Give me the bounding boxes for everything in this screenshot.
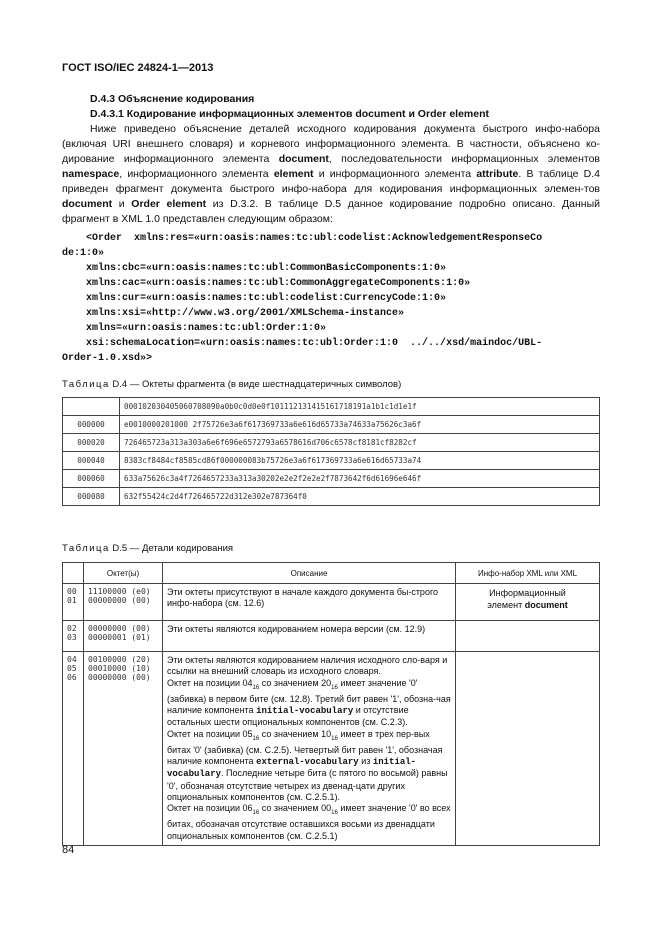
table-cell: 000040 xyxy=(63,452,120,470)
table-cell xyxy=(456,621,600,652)
table-header: Инфо-набор XML или XML xyxy=(456,563,600,584)
code-line: xsi:schemaLocation=«urn:oasis:names:tc:ubl:Order:1:0 ../../xsd/maindoc/UBL- xyxy=(62,338,543,349)
document-header: ГОСТ ISO/IEC 24824-1—2013 xyxy=(62,62,214,74)
table-row xyxy=(63,434,600,452)
table-cell: 00000000 (00) 00000001 (01) xyxy=(84,621,163,652)
table-cell: Информационный элемент document xyxy=(456,584,600,621)
table-row xyxy=(63,652,600,846)
code-line: xmlns:cbc=«urn:oasis:names:tc:ubl:CommonBasicComponents:1:0» xyxy=(62,263,447,274)
table-header: Описание xyxy=(163,563,456,584)
table-row xyxy=(63,621,600,652)
table-cell: Эти октеты являются кодированием наличия исходного сло-варя и ссылки на внешний словарь из исходного словаря. Октет на позиции $04_{16}$ со значением $20_{16}$ имеет значение '0' (забивка) в первом бите (см. 12.8). Третий бит равен '1', обозна-чая наличие компонента initial-vocabulary и отсутствие остальных шести опциональных компонентов (см. С.2.3). Октет на позиции $05_{16}$ со значением $10_{16}$ имеет в трех пер-вых битах '0' (забивка) (см. С.2.5). Четвертый бит равен '1', обозначая наличие компонента external-vocabulary из initial-vocabulary. Последние четыре бита (с пятого по восьмой) равны '0', обозначая отсутствие четырех из двенад-цати других опциональных компонентов (см. С.2.5.1). Октет на позиции $06_{16}$ со значением $00_{16}$ имеет значение '0' во всех битах, обозначая отсутствие оставшихся восьми из двенадцати опциональных компонентов (см. С.2.5.1) xyxy=(163,652,456,846)
table-cell: 02 03 xyxy=(63,621,84,652)
table-cell: 000060 xyxy=(63,470,120,488)
table-cell xyxy=(456,652,600,846)
table-octets xyxy=(62,397,600,506)
table-cell: Эти октеты являются кодированием номера версии (см. 12.9) xyxy=(163,621,456,652)
table-header xyxy=(63,563,84,584)
table-row xyxy=(63,416,600,434)
code-line: xmlns=«urn:oasis:names:tc:ubl:Order:1:0» xyxy=(62,323,327,334)
table-row xyxy=(63,584,600,621)
table-cell: 000020 xyxy=(63,434,120,452)
table-cell: 633a75626c3a4f7264657233a313a30202e2e2f2e2e2f7873642f6d61696e646f xyxy=(120,470,600,488)
table-cell: 726465723a313a303a6e6f696e6572793a6578616d706c6578cf8181cf8282cf xyxy=(120,434,600,452)
table-row xyxy=(63,452,600,470)
table-cell: e0010000201000 2f75726e3a6f617369733a6e616d65733a74633a75626c3a6f xyxy=(120,416,600,434)
code-line: xmlns:cac=«urn:oasis:names:tc:ubl:CommonAggregateComponents:1:0» xyxy=(62,278,471,289)
table5-caption: Таблица D.5 — Детали кодирования xyxy=(62,543,234,554)
page-number: 84 xyxy=(62,844,75,856)
table-row xyxy=(63,488,600,506)
code-line: de:1:0» xyxy=(62,248,105,259)
xml-code-block xyxy=(62,231,607,366)
code-line: xmlns:xsi=«http://www.w3.org/2001/XMLSchema-instance» xyxy=(62,308,405,319)
table-cell: 000000 xyxy=(63,416,120,434)
section-heading: D.4.3 Объяснение кодирования xyxy=(90,93,255,105)
code-line: xmlns:cur=«urn:oasis:names:tc:ubl:codelist:CurrencyCode:1:0» xyxy=(62,293,447,304)
table-cell: 00 01 xyxy=(63,584,84,621)
subsection-heading: D.4.3.1 Кодирование информационных элементов document и Order element xyxy=(90,108,490,120)
table-header-row xyxy=(63,563,600,584)
table-cell: 04 05 06 xyxy=(63,652,84,846)
table-row xyxy=(63,470,600,488)
table-cell: 632f55424c2d4f726465722d312e302e787364f0 xyxy=(120,488,600,506)
table-header-row xyxy=(63,398,600,416)
table-encoding-details xyxy=(62,562,600,846)
code-line: <Order xmlns:res=«urn:oasis:names:tc:ubl:codelist:AcknowledgementResponseCo xyxy=(62,233,543,244)
table-header: 000102030405060708090a0b0c0d0e0f101112131415161718191a1b1c1d1e1f xyxy=(120,398,600,416)
table-cell: Эти октеты присутствуют в начале каждого документа бы-строго инфо-набора (см. 12.6) xyxy=(163,584,456,621)
table-cell xyxy=(63,398,120,416)
code-line: Order-1.0.xsd»> xyxy=(62,353,153,364)
body-paragraph: Ниже приведено объяснение деталей исходного кодирования документа быстрого инфо-набора (включая URI внешнего словаря) и корневого информационного элемента. В частности, объяснено ко-дирование информационного элемента document, последовательности информационных элементов namespace, информационного элемента element и информационного элемента attribute. В таблице D.4 приведен фрагмент документа быстрого инфо-набора для кодирования информационных элемен-тов document и Order element из D.3.2. В таблице D.5 данное кодирование подробно описано. Данный фрагмент в XML 1.0 представлен следующим образом: xyxy=(62,123,601,225)
table-cell: 000080 xyxy=(63,488,120,506)
table-header: Октет(ы) xyxy=(84,563,163,584)
table-cell: 00100000 (20) 00010000 (10) 00000000 (00) xyxy=(84,652,163,846)
table-cell: 11100000 (e0) 00000000 (00) xyxy=(84,584,163,621)
table4-caption: Таблица D.4 — Октеты фрагмента (в виде шестнадцатеричных символов) xyxy=(62,379,402,390)
table-cell: 8383cf8484cf8585cd86f000000083b75726e3a6f617369733a6e616d65733a74 xyxy=(120,452,600,470)
